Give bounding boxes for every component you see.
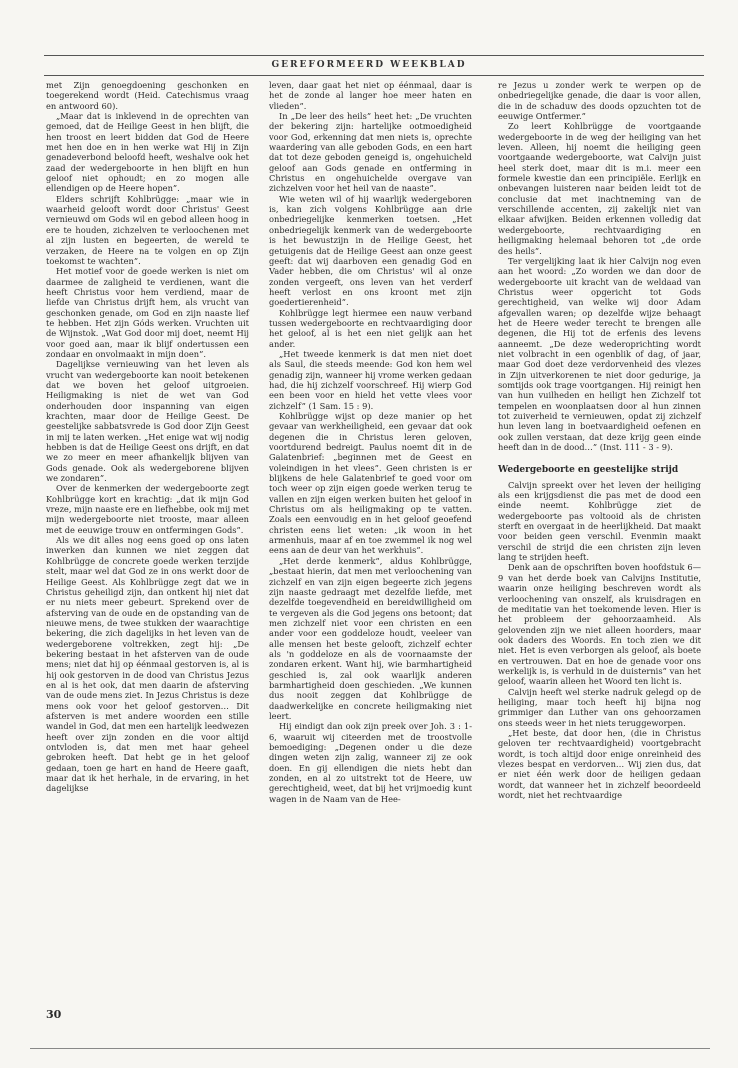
paragraph: Over de kenmerken der wedergeboorte zegt Kohlbrügge kort en krachtig: „dat ik mijn God vreze, mijn naaste ere en liefhebbe, ook mij met mijn wedergeboorte niet trooste, maar alleen met de eeuwige trouw en ontfermingen Gods”. <box>46 483 249 535</box>
paragraph: Kohlbrügge legt hiermee een nauw verband tussen wedergeboorte en rechtvaardiging door het geloof, al is het een niet gelijk aan het ander. <box>269 307 472 349</box>
paragraph: Het motief voor de goede werken is niet om daarmee de zaligheid te verdienen, want die heeft Christus voor hem verdiend, maar de liefde van Christus drijft hem, als vrucht van geschonken genade, om God en zijn naaste lief te hebben. Het zijn Góds werken. Vruchten uit de Wijnstok. „Wat God door mij doet, neemt Hij voor goed aan, maar ik blijf ondertussen een zondaar en onvolmaakt in mijn doen”. <box>46 266 249 359</box>
column-left <box>46 80 249 794</box>
running-header: GEREFORMEERD WEEKBLAD <box>271 60 467 70</box>
paragraph: „Maar dat is inklevend in de oprechten van gemoed, dat de Heilige Geest in hen blijft, die hen troost en leert bidden dat God de Heere met hen doe en in hen werke wat Hij in Zijn genadeverbond beloofd heeft, weshalve ook het zaad der wedergeboorte in hen blijft en hun geloof niet ophoudt; en zo mogen alle ellendigen op de Heere hopen”. <box>46 111 249 194</box>
header-rule <box>44 75 704 76</box>
section-heading: Wedergeboorte en geestelijke strijd <box>498 465 679 476</box>
paragraph: Dagelijkse vernieuwing van het leven als vrucht van wedergeboorte kan nooit betekenen dat we boven het geloof uitgroeien. Heiligmaking is niet de wet van God onderhouden door inspanning van eigen krachten, maar door de Heilige Geest. De geestelijke sabbatsvrede is God door Zijn Geest in mij te laten werken. „Het enige wat wij nodig hebben is dat de Heilige Geest ons drijft, en dat we zo meer en meer afhankelijk blijven van Gods genade. Ook als wedergeborene blijven we zondaren”. <box>46 359 249 484</box>
paragraph: In „De leer des heils” heet het: „De vruchten der bekering zijn: hartelijke ootmoedigheid voor God, erkenning dat men niets is, oprechte waardering van alle geboden Gods, en een hart dat tot deze geboden geneigd is, ongehuicheld geloof aan Gods genade en ontferming in Christus en ongehuichelde overgave van zichzelven voor het heil van de naaste”. <box>269 111 472 194</box>
paragraph: „Het tweede kenmerk is dat men niet doet als Saul, die steeds meende: God kon hem wel genadig zijn, wanneer hij vrome werken gedaan had, die hij zichzelf voorschreef. Hij wierp God een been voor en hield het vette vlees voor zichzelf” (1 Sam. 15 : 9). <box>269 348 472 411</box>
paragraph: re Jezus u zonder werk te werpen op de onbedriegelijke genade, die daar is voor allen, die in de schaduw des doods opzuchten tot de eeuwige Ontfermer.” <box>498 80 701 122</box>
page-number: 30 <box>46 1008 62 1021</box>
paragraph: Denk aan de opschriften boven hoofdstuk 6—9 van het derde boek van Calvijns Institutie, waarin onze heiliging beschreven wordt als verloochening van onszelf, als kruisdragen en de meditatie van het toekomende leven. Hier is het probleem der gehoorzaamheid. Als gelovenden zijn we niet alleen hoorders, maar ook daders des Woords. En toch zien we dit niet. Het is even verborgen als geloof, als boete en vertrouwen. Dat en hoe de genade voor ons werkelijk is, is verhuld in de duisternis” van het geloof, waarin alleen het Woord ten licht is. <box>498 562 701 687</box>
top-rule <box>44 55 704 56</box>
paragraph: „Het derde kenmerk”, aldus Kohlbrügge, „bestaat hierin, dat men met verloochening van zichzelf en van zijn eigen begeerte zich jegens zijn naaste gedraagt met dezelfde liefde, met dezelfde toegevendheid en bereidwilligheid om te vergeven als die God jegens ons betoont; dat men zichzelf niet voor een christen en een ander voor een goddeloze houdt, veeleer van alle mensen het beste gelooft, zichzelf echter als 'n goddeloze en als de voornaamste der zondaren erkent. Want hij, wie barmhartigheid geschied is, zal ook waarlijk anderen barmhartigheid doen geschieden. „We kunnen dus nooit zeggen dat Kohlbrügge de daadwerkelijke en concrete heiligmaking niet leert. <box>269 555 472 721</box>
paragraph: leven, daar gaat het niet op éénmaal, daar is het de zonde al langer hoe meer haten en vlieden”. <box>269 80 472 111</box>
paragraph: Als we dit alles nog eens goed op ons laten inwerken dan kunnen we niet zeggen dat Kohlbrügge de concrete goede werken terzijde stelt, maar wel dat God ze in ons werkt door de Heilige Geest. Als Kohlbrügge zegt dat we in Christus geheiligd zijn, dan ontkent hij niet dat er nu niets meer gebeurt. Sprekend over de afsterving van de oude en de opstanding van de nieuwe mens, de twee stukken der waarachtige bekering, die zich dagelijks in het leven van de wedergeborene voltrekken, zegt hij: „De bekering bestaat in het afsterven van de oude mens; niet dat hij op éénmaal gestorven is, al is hij ook gestorven in de dood van Christus Jezus en al is het ook, dat men daarin de afsterving van de oude mens ziet. In Jezus Christus is deze mens ook voor het geloof gestorven… Dit afsterven is met andere woorden een stille wandel in God, dat men een hartelijk leedwezen heeft over zijn zonden en die voor altijd ontvloden is, dat men met haar geheel gebroken heeft. Dat hebt ge in het geloof gedaan, toen ge hart en hand de Heere gaaft, maar dat ik het herhale, in de ervaring, in het dagelijkse <box>46 535 250 794</box>
column-middle <box>269 80 472 804</box>
paragraph: Kohlbrügge wijst op deze manier op het gevaar van werkheiligheid, een gevaar dat ook degenen die in Christus leren geloven, voortdurend bedreigt. Paulus noemt dit in de Galatenbrief: „beginnen met de Geest en voleindigen in het vlees”. Geen christen is er blijkens de hele Galatenbrief te goed voor om toch weer op zijn eigen goede werken terug te vallen en zijn eigen werken buiten het geloof in Christus om als heiligmaking op te vatten. Zoals een eenvoudig en in het geloof geoefend christen eens liet weten: „ik woon in het armenhuis, maar af en toe zwemmel ik nog wel eens aan de deur van het werkhuis”. <box>269 411 472 556</box>
paragraph: Elders schrijft Kohlbrügge: „maar wie in waarheid gelooft wordt door Christus' Geest vernieuwd om Gods wil en gebod alleen hoog in ere te houden, zichzelven te verloochenen met al zijn lusten en begeerten, de wereld te verzaken, de Heere na te volgen en op Zijn toekomst te wachten”. <box>46 193 249 266</box>
paragraph: Zo leert Kohlbrügge de voortgaande wedergeboorte in de weg der heiliging van het leven. Alleen, hij noemt die heiliging geen voortgaande wedergeboorte, wat Calvijn juist heel sterk doet, maar dit is m.i. meer een formele kwestie dan een principiële. Eerlijk en onbevangen luisteren naar beiden leidt tot de conclusie dat met inachtneming van de verschillende accenten, zij zakelijk niet van elkaar afwijken. Beiden erkennen volledig dat wedergeboorte, rechtvaardiging en heiligmaking helemaal behoren tot „de orde des heils”. <box>498 121 701 256</box>
paragraph: Calvijn spreekt over het leven der heiliging als een krijgsdienst die pas met de dood een einde neemt. Kohlbrügge ziet de wedergeboorte pas voltooid als de christen sterft en overgaat in de heerlijkheid. Dat maakt voor beiden geen verschil. Evenmin maakt verschil de strijd die een christen zijn leven lang te strijden heeft. <box>498 479 701 563</box>
paragraph: Ter vergelijking laat ik hier Calvijn nog even aan het woord: „Zo worden we dan door de wedergeboorte uit kracht van de weldaad van Christus weer opgericht tot Gods gerechtigheid, van welke wij door Adam afgevallen waren; op dezelfde wijze behaagt het de Heere weder terecht te brengen alle degenen, die Hij tot de erfenis des levens aanneemt. „De deze wederoprichting wordt niet volbracht in een ogenblik of dag, of jaar, maar God doet deze verdorvenheid des vlezes in Zijn uitverkorenen te niet door gedurige, ja somtijds ook trage voortgangen. Hij reinigt hen van hun vuilheden en heiligt hen Zichzelf tot tempelen en woonplaatsen door al hun zinnen tot zuiverheid te vernieuwen, opdat zij zichzelf hun leven lang in boetvaardigheid oefenen en ook zullen verstaan, dat deze krijg geen einde heeft dan in de dood…” (Inst. 111 - 3 - 9). <box>498 255 701 453</box>
paragraph: met Zijn genoegdoening geschonken en toegerekend wordt (Heid. Catechismus vraag en antwoord 60). <box>46 80 249 111</box>
column-right <box>498 80 701 800</box>
paragraph: Hij eindigt dan ook zijn preek over Joh. 3 : 1-6, waaruit wij citeerden met de troostvolle bemoediging: „Degenen onder u die deze dingen weten zijn zalig, wanneer zij ze ook doen. En gij ellendigen die niets hebt dan zonden, en al zo uitstrekt tot de Heere, uw gerechtigheid, weet, dat bij het vrijmoedig kunt wagen in de Naam van de Hee- <box>269 721 472 804</box>
paragraph: „Het beste, dat door hen, (die in Christus geloven ter rechtvaardigheid) voortgebracht wordt, is toch altijd door enige onreinheid des vlezes bespat en verdorven… Wij zien dus, dat er niet één werk door de heiligen gedaan wordt, dat wanneer het in zichzelf beoordeeld wordt, niet het rechtvaardige <box>498 727 701 801</box>
bottom-rule <box>30 1048 710 1049</box>
paragraph: Wie weten wil of hij waarlijk wedergeboren is, kan zich volgens Kohlbrügge aan drie onbedriegelijke kenmerken toetsen. „Het onbedriegelijk kenmerk van de wedergeboorte is het bewustzijn in de Heilige Geest, het getuigenis dat de Heilige Geest aan onze geest geeft: dat wij daarboven een genadig God en Vader hebben, die om Christus' wil al onze zonden vergeeft, ons leven van het verderf heeft verlost en ons kroont met zijn goedertierenheid”. <box>269 193 472 308</box>
paragraph: Calvijn heeft wel sterke nadruk gelegd op de heiliging, maar toch heeft hij bijna nog grimmiger dan Luther van ons gehoorzamen ons steeds weer in het niets teruggeworpen. <box>498 686 701 728</box>
